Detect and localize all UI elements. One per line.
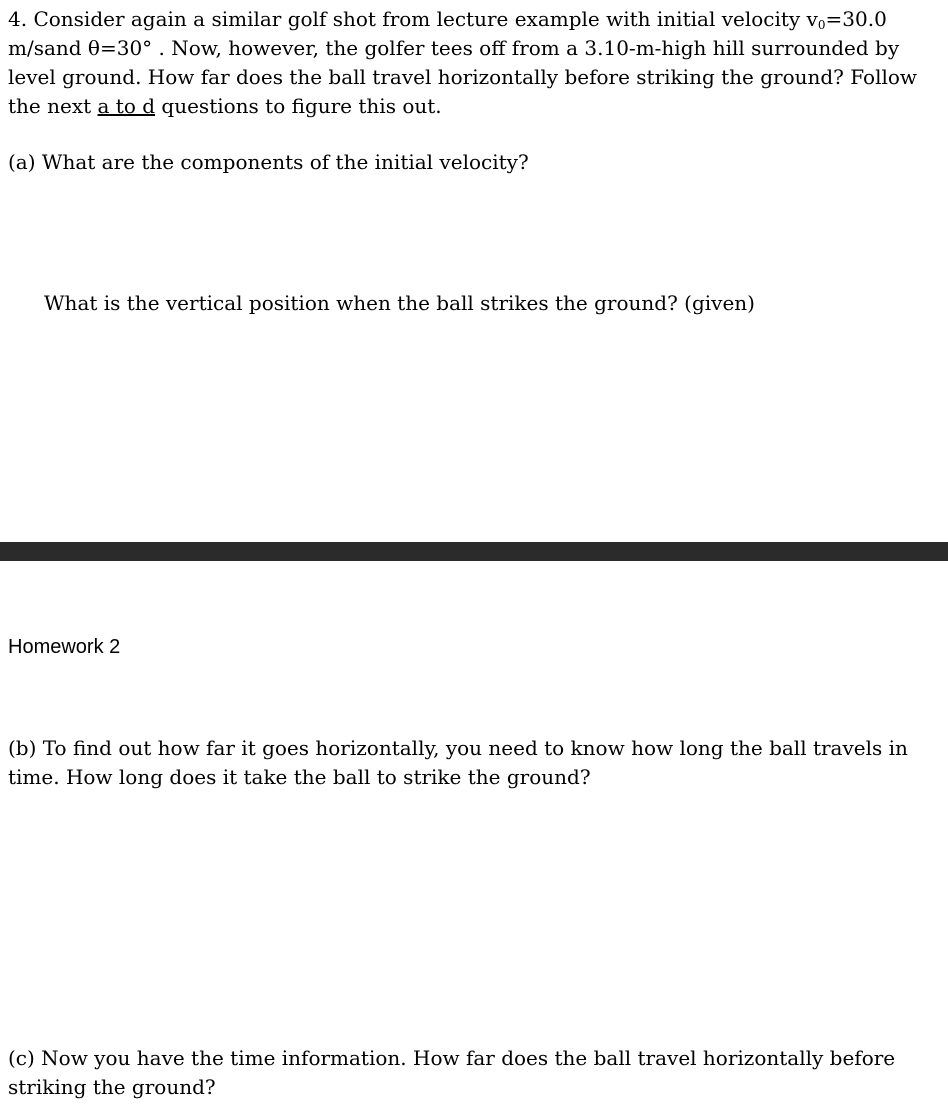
question-4-intro: 4. Consider again a similar golf shot from lecture example with initial velocity v [8,7,818,31]
velocity-value: =30.0 m/s [8,7,887,60]
question-4-body: and θ=30° . Now, however, the golfer tees off from a 3.10-m-high hill surrounded by level ground. How far does the ball travel horizontally before striking the ground? Follow the next [8,36,918,118]
part-c-question: (c) Now you have the time information. How far does the ball travel horizontally before striking the ground? [8,1046,896,1099]
question-4-text [8,5,944,121]
velocity-subscript: 0 [817,18,826,32]
question-4-ending: questions to figure this out. [155,94,442,118]
part-b-question: (b) To find out how far it goes horizontally, you need to know how long the ball travels in time. How long does it take the ball to strike the ground? [8,736,908,789]
a-to-d-underline: a to d [97,94,156,118]
homework-label: Homework 2 [8,636,121,658]
part-a-question: (a) What are the components of the initial velocity? [8,150,529,174]
page-divider [0,542,948,561]
part-a-followup: What is the vertical position when the ball strikes the ground? (given) [44,291,755,315]
